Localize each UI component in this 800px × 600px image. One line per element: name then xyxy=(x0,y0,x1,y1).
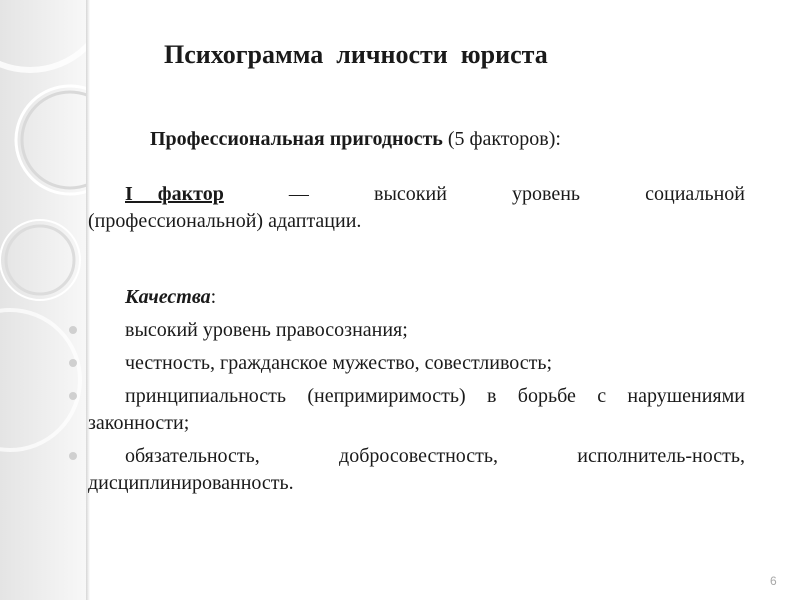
slide-number: 6 xyxy=(770,574,777,588)
list-item xyxy=(88,443,745,497)
list-item xyxy=(88,317,745,344)
bullet-icon xyxy=(69,326,77,334)
factor-word: социальной xyxy=(645,183,745,205)
factor-word: высокий xyxy=(374,183,447,205)
list-item-text: честность, гражданское мужество, совестливость; xyxy=(125,352,553,374)
subtitle xyxy=(150,128,710,151)
bullet-icon xyxy=(69,359,77,367)
factor-continuation: (профессиональной) адаптации. xyxy=(88,210,362,232)
list-item-text: высокий уровень правосознания; xyxy=(125,319,408,341)
factor-heading: I фактор xyxy=(125,183,224,205)
qualities-heading xyxy=(88,284,745,311)
page-title: Психограмма личности юриста xyxy=(164,40,548,69)
qualities-colon: : xyxy=(210,286,217,308)
bullet-icon xyxy=(69,452,77,460)
factor-word: уровень xyxy=(512,183,581,205)
list-item xyxy=(88,350,745,377)
factor-line xyxy=(88,181,745,208)
qualities-label: Качества xyxy=(125,286,211,308)
list-item-text: обязательность, добросовестность, исполнитель-ность, дисциплинированность. xyxy=(88,445,745,494)
list-item-text: принципиальность (непримиримость) в борьбе с нарушениями законности; xyxy=(88,385,745,434)
factor-word: — xyxy=(288,183,309,205)
subtitle-rest: (5 факторов): xyxy=(442,128,561,150)
decorative-circles xyxy=(0,0,88,600)
bullet-icon xyxy=(69,392,77,400)
content-body xyxy=(88,181,745,497)
subtitle-bold: Профессиональная пригодность xyxy=(150,128,443,150)
decorative-side-panel xyxy=(0,0,88,600)
list-item xyxy=(88,383,745,437)
